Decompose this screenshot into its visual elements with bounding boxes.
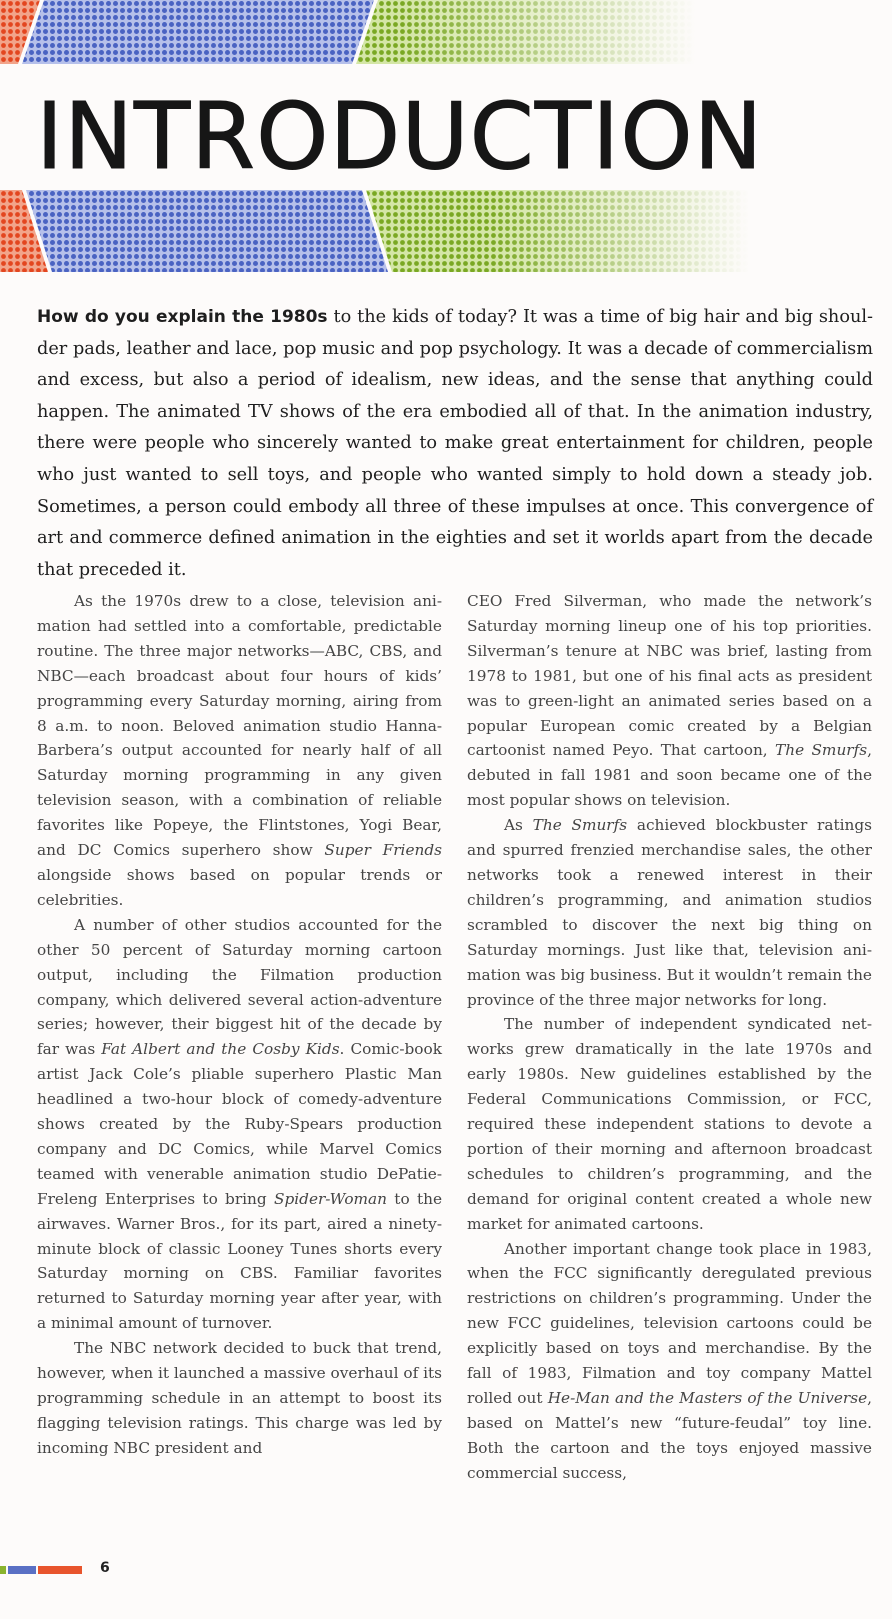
show-title: The Smurfs: [775, 741, 868, 760]
show-title: Super Friends: [324, 841, 442, 860]
text-run: , based on Mattel’s new “future-feudal” toy line. Both the cartoon and the toys enjoyed massive commercial success,: [467, 1389, 872, 1482]
lead-paragraph: [37, 302, 873, 586]
footer-blue-block: [8, 1566, 36, 1574]
show-title: Spider-Woman: [273, 1189, 388, 1208]
show-title: The Smurfs: [532, 816, 628, 835]
underline-banner-graphic: [0, 190, 892, 272]
text-run: . Comic-book artist Jack Cole’s pliable superhero Plastic Man headlined a two-hour block of comedy-adventure shows created by the Ruby-Spears production company and DC Comics, while Marvel Comics teamed with venerable animation studio DePatie-Freleng Enterprises to bring: [37, 1040, 442, 1208]
top-banner: [0, 0, 892, 64]
lead-text: to the kids of today? It was a time of big hair and big shoulder pads, leather and lace, pop music and pop psychology. It was a decade of commercialism and excess, but also a period of idealism, new ideas, and the sense that anything could happen. The animated TV shows of the era embodied all of that. In the animation industry, there were people who sincerely wanted to make great entertainment for children, people who just wanted to sell toys, and people who wanted simply to hold down a steady job. Sometimes, a person could embody all three of these impulses at once. This convergence of art and commerce defined animation in the eighties and set it worlds apart from the decade that preceded it.: [37, 307, 874, 580]
paragraph: [37, 589, 442, 913]
footer-color-bar: [0, 1566, 90, 1574]
text-run: As the 1970s drew to a close, television animation had settled into a comfortable, predictable routine. The three major networks—ABC, CBS, and NBC—each broadcast about four hours of kids’ programming every Saturday morning, airing from 8 a.m. to noon. Beloved animation studio Hanna-Barbera’s output accounted for nearly half of all Saturday morning programming in any given television season, with a combination of reliable favorites like Popeye, the Flintstones, Yogi Bear, and DC Comics superhero show: [37, 592, 442, 860]
text-run: As: [504, 816, 533, 835]
paragraph: [467, 589, 872, 813]
text-run: to the airwaves. Warner Bros., for its part, aired a ninety-minute block of classic Looney Tunes shorts every Saturday morning on CBS. Familiar favorites returned to Saturday morning year after year, with a minimal amount of turnover.: [37, 1189, 442, 1333]
text-run: achieved blockbuster ratings and spurred frenzied merchandise sales, the other networks took a renewed interest in their children’s programming, and animation studios scrambled to discover the next big thing on Saturday mornings. Just like that, television animation was big business. But it wouldn’t remain the province of the three major networks for long.: [467, 816, 872, 1009]
page-number: 6: [100, 1560, 110, 1576]
text-run: CEO Fred Silverman, who made the network’s Saturday morning lineup one of his top priorities. Silverman’s tenure at NBC was brief, lasting from 1978 to 1981, but one of his final acts as president was to green-light an animated series based on a popular European comic created by a Belgian cartoonist named Peyo. That cartoon,: [467, 592, 872, 760]
page-title: INTRODUCTION: [36, 83, 764, 190]
text-run: alongside shows based on popular trends or celebrities.: [37, 865, 442, 909]
show-title: He-Man and the Masters of the Universe: [547, 1389, 868, 1407]
left-column: [37, 589, 442, 1461]
text-run: Another important change took place in 1983, when the FCC significantly deregulated previous restrictions on children’s programming. Under the new FCC guidelines, television cartoons could be explicitly based on toys and merchandise. By the fall of 1983, Filmation and toy company Mattel rolled out: [467, 1239, 872, 1407]
paragraph: [467, 1012, 872, 1236]
text-run: The number of independent syndicated networks grew dramatically in the late 1970s and early 1980s. New guidelines established by the Federal Communications Commission, or FCC, required these independent stations to devote a portion of their morning and afternoon broadcast schedules to children’s programming, and the demand for original content created a whole new market for animated cartoons.: [467, 1015, 872, 1233]
text-run: The NBC network decided to buck that trend, however, when it launched a massive overhaul of its programming schedule in an attempt to boost its flagging television ratings. This charge was led by incoming NBC president and: [37, 1339, 442, 1457]
title-underline-banner: [0, 190, 892, 272]
text-run: , debuted in fall 1981 and soon became one of the most popular shows on television.: [467, 741, 872, 810]
paragraph: [37, 1336, 442, 1461]
right-column: [467, 589, 872, 1486]
top-banner-graphic: [0, 0, 892, 64]
show-title: Fat Albert and the Cosby Kids: [101, 1040, 340, 1059]
paragraph: [467, 1237, 872, 1486]
paragraph: [467, 813, 872, 1012]
paragraph: [37, 913, 442, 1336]
footer-orange-block: [38, 1566, 82, 1574]
text-run: A number of other studios accounted for the other 50 percent of Saturday morning cartoon output, including the Filmation production company, which delivered several action-adventure series; however, their biggest hit of the decade by far was: [37, 915, 442, 1059]
footer-green-block: [0, 1566, 6, 1574]
lead-bold-phrase: How do you explain the 1980s: [37, 307, 328, 327]
